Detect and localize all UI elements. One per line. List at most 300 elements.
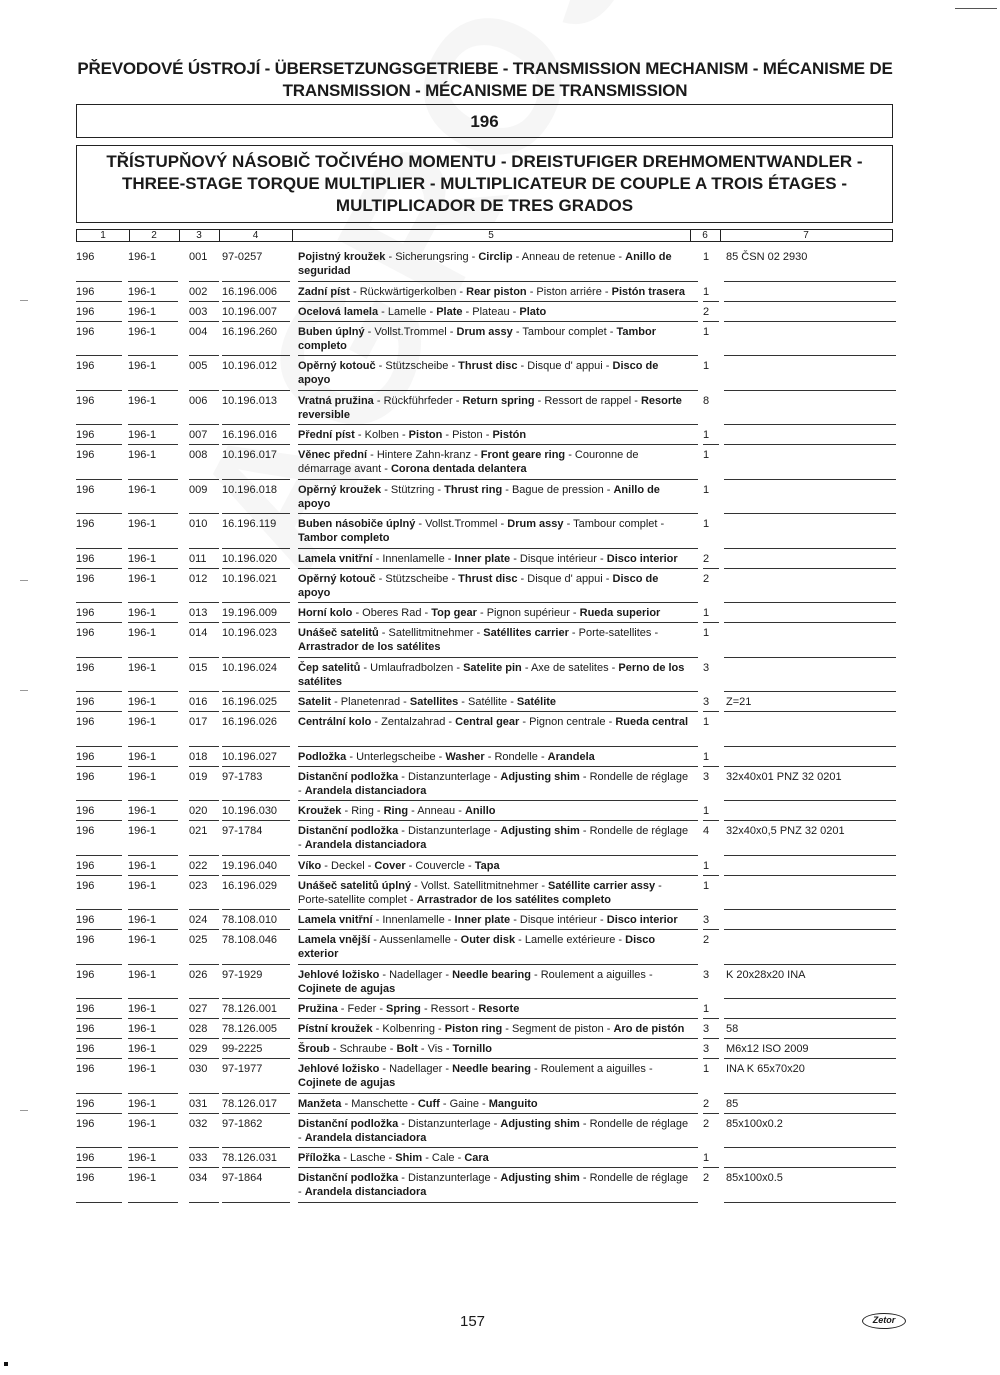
description-term-bold: Šroub <box>298 1043 330 1055</box>
part-position: 031 <box>189 1097 208 1110</box>
row-underline <box>76 1113 122 1114</box>
part-position: 027 <box>189 1003 208 1015</box>
description-term: Tambour complet <box>522 325 607 338</box>
scan-edge-mark <box>955 8 997 9</box>
part-group: 196 <box>76 1172 95 1184</box>
column-header-1: 1 <box>100 230 106 241</box>
part-quantity: 3 <box>703 696 710 708</box>
part-description: Distanční podložka - Distanzunterlage - Adjusting shim - Rondelle de réglage - Arandela distanciadora <box>298 770 689 797</box>
description-term-bold: Aro de pistón <box>613 1023 685 1035</box>
description-term-bold: Arandela distanciadora <box>304 784 427 797</box>
row-underline <box>76 998 122 999</box>
row-underline <box>189 1147 219 1148</box>
part-subgroup: 196-1 <box>128 859 157 872</box>
row-underline <box>298 602 698 603</box>
part-subgroup: 196-1 <box>128 879 157 892</box>
description-term: Disque intérieur <box>519 914 597 926</box>
description-term-bold: Rueda superior <box>579 607 661 619</box>
description-term-bold: Pružina <box>298 1003 338 1015</box>
part-subgroup: 196-1 <box>128 1043 157 1055</box>
row-underline <box>724 424 896 425</box>
description-term-bold: Jehlové ložisko <box>298 1063 380 1075</box>
part-subgroup: 196-1 <box>128 285 157 298</box>
part-subgroup: 196-1 <box>128 305 157 318</box>
row-underline <box>222 321 290 322</box>
table-row <box>76 1169 896 1204</box>
part-group: 196 <box>76 429 95 441</box>
row-underline <box>189 602 219 603</box>
part-subgroup: 196-1 <box>128 1097 157 1110</box>
part-group: 196 <box>76 968 95 981</box>
part-quantity: 1 <box>703 1003 710 1015</box>
row-underline <box>298 1058 698 1059</box>
description-term: Innenlamelle <box>382 552 445 565</box>
table-row <box>76 931 896 966</box>
part-note: 32x40x0,5 PNZ 32 0201 <box>726 825 845 837</box>
part-number: 16.196.016 <box>222 429 278 441</box>
part-description: Opěrný kotouč - Stützscheibe - Thrust disc - Disque d' appui - Disco de apoyo <box>298 572 659 599</box>
description-term-bold: Satéllite carrier assy <box>548 879 656 892</box>
part-quantity: 2 <box>703 552 710 565</box>
part-group: 196 <box>76 859 95 872</box>
description-term-bold: Bolt <box>396 1043 418 1055</box>
row-underline <box>298 622 698 623</box>
description-term-bold: Disco interior <box>606 552 678 565</box>
row-underline <box>724 1058 896 1059</box>
description-term: Feder <box>347 1003 377 1015</box>
description-term-bold: Anillo <box>464 805 496 817</box>
row-underline <box>189 1202 219 1203</box>
row-underline <box>222 424 290 425</box>
row-underline <box>222 746 290 747</box>
part-description: Vratná pružina - Rückführfeder - Return spring - Ressort de rappel - Resorte reversible <box>298 394 682 421</box>
description-term-bold: Lamela vnější <box>298 934 371 946</box>
row-underline <box>703 929 719 930</box>
table-row <box>76 966 896 1001</box>
part-number: 99-2225 <box>222 1043 263 1055</box>
table-row <box>76 446 896 481</box>
part-description: Věnec přední - Hintere Zahn-kranz - Front geare ring - Couronne de démarrage avant - Corona dentada delantera <box>298 449 639 475</box>
part-number: 97-1929 <box>222 968 263 981</box>
part-position: 007 <box>189 429 208 441</box>
description-term: Rondelle de réglage <box>589 770 689 783</box>
row-underline <box>128 444 178 445</box>
row-underline <box>703 622 719 623</box>
part-number: 16.196.025 <box>222 696 278 708</box>
description-term: Oberes Rad <box>362 607 422 619</box>
table-row <box>76 802 896 822</box>
description-term: Schraube <box>339 1043 387 1055</box>
description-term-bold: Outer disk <box>460 934 516 946</box>
row-underline <box>724 1018 896 1019</box>
row-underline <box>128 281 178 282</box>
row-underline <box>703 568 719 569</box>
row-underline <box>298 929 698 930</box>
table-row <box>76 1149 896 1169</box>
row-underline <box>222 875 290 876</box>
row-underline <box>128 1167 178 1168</box>
part-subgroup: 196-1 <box>128 483 157 496</box>
row-underline <box>298 568 698 569</box>
part-position: 023 <box>189 879 208 892</box>
description-term-bold: Adjusting shim <box>500 1117 580 1130</box>
row-underline <box>724 513 896 514</box>
description-term: Tambour complet <box>573 518 658 530</box>
description-term-bold: Drum assy <box>507 518 564 530</box>
part-subgroup: 196-1 <box>128 1117 157 1130</box>
table-row <box>76 283 896 303</box>
description-term-bold: Manguito <box>488 1097 538 1110</box>
table-row <box>76 624 896 659</box>
row-underline <box>222 1113 290 1114</box>
part-subgroup: 196-1 <box>128 552 157 565</box>
description-term-bold: Needle bearing <box>452 968 531 981</box>
row-underline <box>724 479 896 480</box>
row-underline <box>724 1093 896 1094</box>
part-group: 196 <box>76 805 95 817</box>
part-subgroup: 196-1 <box>128 429 157 441</box>
part-number: 10.196.017 <box>222 449 278 461</box>
row-underline <box>703 321 719 322</box>
row-underline <box>76 444 122 445</box>
part-number: 10.196.030 <box>222 805 278 817</box>
row-underline <box>128 820 178 821</box>
row-underline <box>128 1202 178 1203</box>
row-underline <box>724 301 896 302</box>
row-underline <box>76 1167 122 1168</box>
part-position: 025 <box>189 934 208 946</box>
row-underline <box>189 301 219 302</box>
row-underline <box>128 1038 178 1039</box>
row-underline <box>222 622 290 623</box>
row-underline <box>189 548 219 549</box>
part-description: Lamela vnitřní - Innenlamelle - Inner plate - Disque intérieur - Disco interior <box>298 552 678 565</box>
description-term-bold: Adjusting shim <box>500 770 580 783</box>
description-term-bold: Pístní kroužek <box>298 1023 373 1035</box>
part-position: 029 <box>189 1043 208 1055</box>
row-underline <box>724 390 896 391</box>
part-description: Kroužek - Ring - Ring - Anneau - Anillo <box>298 805 496 817</box>
row-underline <box>724 281 896 282</box>
row-underline <box>128 390 178 391</box>
row-underline <box>724 602 896 603</box>
description-term: Hintere Zahn-kranz <box>376 449 472 461</box>
description-term-bold: Přední píst <box>298 429 355 441</box>
part-group: 196 <box>76 305 95 318</box>
description-term: Couvercle <box>415 859 465 872</box>
description-term: Ressort <box>430 1003 469 1015</box>
row-underline <box>724 548 896 549</box>
part-description: Podložka - Unterlegscheibe - Washer - Rondelle - Arandela <box>298 750 595 763</box>
description-term-bold: Piston ring <box>444 1023 503 1035</box>
part-quantity: 1 <box>703 325 710 338</box>
row-underline <box>298 1018 698 1019</box>
part-position: 019 <box>189 770 208 783</box>
description-term: Rückführfeder <box>383 394 453 407</box>
table-row <box>76 357 896 392</box>
description-term-bold: Rear piston <box>466 285 527 298</box>
table-row <box>76 768 896 803</box>
part-quantity: 2 <box>703 572 710 585</box>
description-term-bold: Kroužek <box>298 805 342 817</box>
parts-list <box>76 248 896 1204</box>
row-underline <box>128 929 178 930</box>
part-note: M6x12 ISO 2009 <box>726 1043 809 1055</box>
description-term-bold: Inner plate <box>454 552 511 565</box>
row-underline <box>298 424 698 425</box>
row-underline <box>128 691 178 692</box>
row-underline <box>128 479 178 480</box>
description-term-bold: Ring <box>383 805 409 817</box>
part-number: 10.196.024 <box>222 661 278 674</box>
description-term-bold: Top gear <box>431 607 477 619</box>
row-underline <box>76 711 122 712</box>
description-term-bold: Satéllites carrier <box>483 627 569 639</box>
part-group: 196 <box>76 1023 95 1035</box>
part-position: 024 <box>189 914 208 926</box>
row-underline <box>128 1093 178 1094</box>
row-underline <box>222 1093 290 1094</box>
table-row <box>76 481 896 516</box>
row-underline <box>189 766 219 767</box>
part-description: Horní kolo - Oberes Rad - Top gear - Pignon supérieur - Rueda superior <box>298 607 661 619</box>
description-term: Rondelle de réglage <box>589 825 689 837</box>
part-quantity: 1 <box>703 449 710 461</box>
table-row <box>76 604 896 624</box>
row-underline <box>76 1058 122 1059</box>
row-underline <box>76 568 122 569</box>
row-underline <box>724 622 896 623</box>
description-term-bold: Resorte reversible <box>298 394 682 421</box>
row-underline <box>76 424 122 425</box>
description-term-bold: Disco de apoyo <box>298 360 659 386</box>
description-term: Pignon supérieur <box>486 607 570 619</box>
part-description: Jehlové ložisko - Nadellager - Needle bearing - Roulement a aiguilles - Cojinete de agujas <box>298 1063 653 1089</box>
part-description: Distanční podložka - Distanzunterlage - Adjusting shim - Rondelle de réglage - Arandela distanciadora <box>298 1117 689 1144</box>
part-subgroup: 196-1 <box>128 572 157 585</box>
part-group: 196 <box>76 696 95 708</box>
part-quantity: 1 <box>703 251 710 263</box>
description-term-bold: Pistón trasera <box>611 285 685 298</box>
row-underline <box>189 568 219 569</box>
description-term: Ring <box>351 805 374 817</box>
description-term-bold: Lamela vnitřní <box>298 914 373 926</box>
part-subgroup: 196-1 <box>128 968 157 981</box>
table-row <box>76 877 896 912</box>
part-subgroup: 196-1 <box>128 934 157 946</box>
row-underline <box>128 657 178 658</box>
part-description: Pojistný kroužek - Sicherungsring - Circlip - Anneau de retenue - Anillo de seguridad <box>298 251 672 277</box>
table-row <box>76 570 896 605</box>
part-quantity: 1 <box>703 607 710 619</box>
row-underline <box>222 998 290 999</box>
part-description: Pístní kroužek - Kolbenring - Piston ring - Segment de piston - Aro de pistón <box>298 1023 685 1035</box>
description-term: Cale <box>431 1152 455 1164</box>
part-note: 85x100x0.2 <box>726 1117 783 1130</box>
description-term-bold: Distanční podložka <box>298 770 399 783</box>
description-term: Stützring <box>390 483 435 496</box>
column-header-6: 6 <box>702 230 708 241</box>
row-underline <box>128 1147 178 1148</box>
part-quantity: 1 <box>703 716 710 728</box>
row-underline <box>76 1038 122 1039</box>
table-row <box>76 659 896 694</box>
part-quantity: 1 <box>703 285 710 298</box>
row-underline <box>298 1038 698 1039</box>
table-row <box>76 323 896 358</box>
part-description: Unášeč satelitů - Satellitmitnehmer - Satéllites carrier - Porte-satellites - Arrastrador de los satélites <box>298 627 659 653</box>
description-term-bold: Disco de apoyo <box>298 572 659 599</box>
description-term-bold: Adjusting shim <box>500 825 580 837</box>
row-underline <box>298 746 698 747</box>
description-term-bold: Jehlové ložisko <box>298 968 380 981</box>
part-position: 030 <box>189 1063 208 1075</box>
part-group: 196 <box>76 934 95 946</box>
row-underline <box>222 855 290 856</box>
description-term-bold: Opěrný kotouč <box>298 360 376 372</box>
part-group: 196 <box>76 1043 95 1055</box>
description-term-bold: Vratná pružina <box>298 394 374 407</box>
row-underline <box>189 1093 219 1094</box>
description-term: Rondelle <box>494 750 538 763</box>
part-position: 012 <box>189 572 208 585</box>
row-underline <box>76 1202 122 1203</box>
row-underline <box>189 909 219 910</box>
table-row <box>76 1000 896 1020</box>
description-term-bold: Thrust disc <box>458 360 518 372</box>
part-quantity: 2 <box>703 1117 710 1130</box>
row-underline <box>724 321 896 322</box>
row-underline <box>222 479 290 480</box>
row-underline <box>128 1058 178 1059</box>
row-underline <box>189 355 219 356</box>
part-description: Čep satelitů - Umlaufradbolzen - Satelite pin - Axe de satelites - Perno de los satélites <box>298 661 685 688</box>
description-term-bold: Anillo de apoyo <box>298 483 660 510</box>
row-underline <box>298 964 698 965</box>
part-position: 002 <box>189 285 208 298</box>
description-term: Plateau <box>472 305 510 318</box>
description-term: Roulement a aiguilles <box>540 1063 646 1075</box>
description-term: Segment de piston <box>511 1023 604 1035</box>
part-group: 196 <box>76 325 95 338</box>
description-term-bold: Unášeč satelitů <box>298 627 379 639</box>
column-header-2: 2 <box>151 230 157 241</box>
part-quantity: 3 <box>703 968 710 981</box>
row-underline <box>724 820 896 821</box>
row-underline <box>703 711 719 712</box>
description-term: Unterlegscheibe <box>356 750 436 763</box>
description-term: Pignon centrale <box>529 716 606 728</box>
row-underline <box>298 1202 698 1203</box>
description-term: Couronne de démarrage avant <box>298 449 639 475</box>
part-group: 196 <box>76 1003 95 1015</box>
part-description: Víko - Deckel - Cover - Couvercle - Tapa <box>298 859 500 872</box>
description-term-bold: Unášeč satelitů úplný <box>298 879 412 892</box>
part-subgroup: 196-1 <box>128 1152 157 1164</box>
part-subgroup: 196-1 <box>128 251 157 263</box>
row-underline <box>189 746 219 747</box>
part-subgroup: 196-1 <box>128 716 157 728</box>
row-underline <box>128 855 178 856</box>
part-group: 196 <box>76 285 95 298</box>
part-subgroup: 196-1 <box>128 661 157 674</box>
row-underline <box>724 1038 896 1039</box>
description-term: Nadellager <box>389 968 443 981</box>
row-underline <box>76 855 122 856</box>
row-underline <box>76 964 122 965</box>
description-term: Stützscheibe <box>385 360 449 372</box>
row-underline <box>298 1093 698 1094</box>
description-term-bold: Tambor completo <box>298 325 657 352</box>
row-underline <box>128 746 178 747</box>
description-term-bold: Piston <box>408 429 443 441</box>
part-subgroup: 196-1 <box>128 627 157 639</box>
part-number: 10.196.018 <box>222 483 278 496</box>
row-underline <box>189 390 219 391</box>
part-position: 009 <box>189 483 208 496</box>
row-underline <box>76 746 122 747</box>
description-term: Piston <box>452 429 483 441</box>
table-row <box>76 857 896 877</box>
description-term: Axe de satelites <box>530 661 609 674</box>
description-term: Vollst.Trommel <box>425 518 498 530</box>
description-term: Planetenrad <box>340 696 401 708</box>
row-underline <box>222 929 290 930</box>
part-subgroup: 196-1 <box>128 449 157 461</box>
row-underline <box>298 281 698 282</box>
row-underline <box>298 855 698 856</box>
part-quantity: 2 <box>703 1172 710 1184</box>
part-quantity: 2 <box>703 934 710 946</box>
part-quantity: 1 <box>703 483 710 496</box>
column-header-row <box>76 229 893 242</box>
row-underline <box>189 929 219 930</box>
row-underline <box>298 479 698 480</box>
row-underline <box>222 568 290 569</box>
row-underline <box>222 548 290 549</box>
part-position: 028 <box>189 1023 208 1035</box>
table-row <box>76 911 896 931</box>
part-number: 19.196.009 <box>222 607 278 619</box>
row-underline <box>724 800 896 801</box>
row-underline <box>703 1058 719 1059</box>
description-term: Vollst. Satellitmitnehmer <box>420 879 539 892</box>
zetor-logo: Zetor <box>862 1313 906 1329</box>
part-subgroup: 196-1 <box>128 325 157 338</box>
column-header-3: 3 <box>196 230 202 241</box>
part-subgroup: 196-1 <box>128 518 157 530</box>
row-underline <box>128 321 178 322</box>
table-row <box>76 426 896 446</box>
part-description: Distanční podložka - Distanzunterlage - Adjusting shim - Rondelle de réglage - Arandela distanciadora <box>298 1172 689 1198</box>
description-term-bold: Satellites <box>409 696 459 708</box>
part-number: 78.126.001 <box>222 1003 278 1015</box>
part-group: 196 <box>76 1063 95 1075</box>
row-underline <box>222 766 290 767</box>
row-underline <box>76 301 122 302</box>
part-number: 78.108.046 <box>222 934 278 946</box>
row-underline <box>128 568 178 569</box>
description-term-bold: Buben násobiče úplný <box>298 518 416 530</box>
description-term: Lamelle <box>387 305 427 318</box>
row-underline <box>189 1038 219 1039</box>
row-underline <box>189 964 219 965</box>
part-subgroup: 196-1 <box>128 825 157 837</box>
part-note: K 20x28x20 INA <box>726 968 806 981</box>
part-quantity: 3 <box>703 1043 710 1055</box>
row-underline <box>298 998 698 999</box>
description-term-bold: Buben úplný <box>298 325 365 338</box>
